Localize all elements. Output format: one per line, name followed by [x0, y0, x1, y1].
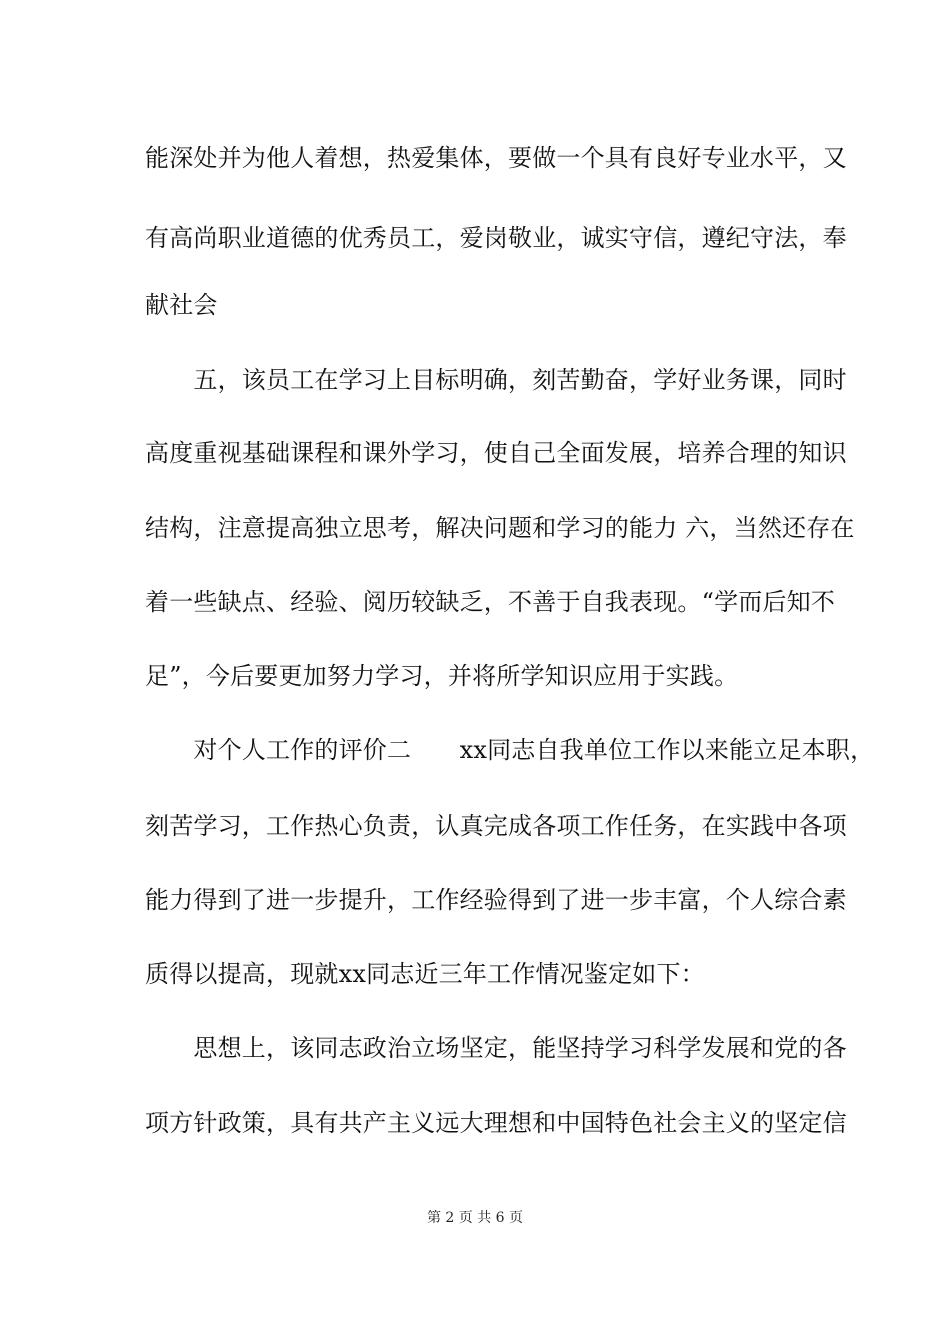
text-line: 着一些缺点、经验、阅历较缺乏，不善于自我表现。“学而后知不: [145, 588, 836, 616]
text-line: 高度重视基础课程和课外学习，使自己全面发展，培养合理的知识: [145, 439, 847, 467]
text-line: 对个人工作的评价二 xx同志自我单位工作以来能立足本职，: [145, 736, 875, 764]
text-line: 能力得到了进一步提升，工作经验得到了进一步丰富，个人综合素: [145, 886, 847, 914]
text-line: 思想上，该同志政治立场坚定，能坚持学习科学发展和党的各: [145, 1034, 847, 1062]
text-line: 项方针政策，具有共产主义远大理想和中国特色社会主义的坚定信: [145, 1109, 847, 1137]
text-line: 有高尚职业道德的优秀员工，爱岗敬业，诚实守信，遵纪守法，奉: [145, 224, 847, 252]
text-line: 足”，今后要更加努力学习，并将所学知识应用于实践。: [145, 662, 739, 690]
text-line: 结构，注意提高独立思考，解决问题和学习的能力 六，当然还存在: [145, 514, 855, 542]
text-line: 刻苦学习，工作热心负责，认真完成各项工作任务，在实践中各项: [145, 812, 847, 840]
page-number-footer: 第 2 页 共 6 页: [426, 1210, 524, 1226]
text-line: 质得以提高，现就xx同志近三年工作情况鉴定如下：: [145, 960, 705, 988]
text-line: 五，该员工在学习上目标明确，刻苦勤奋，学好业务课，同时: [145, 366, 847, 394]
text-line: 能深处并为他人着想，热爱集体，要做一个具有良好专业水平，又: [145, 144, 847, 172]
text-line: 献社会: [145, 291, 218, 319]
